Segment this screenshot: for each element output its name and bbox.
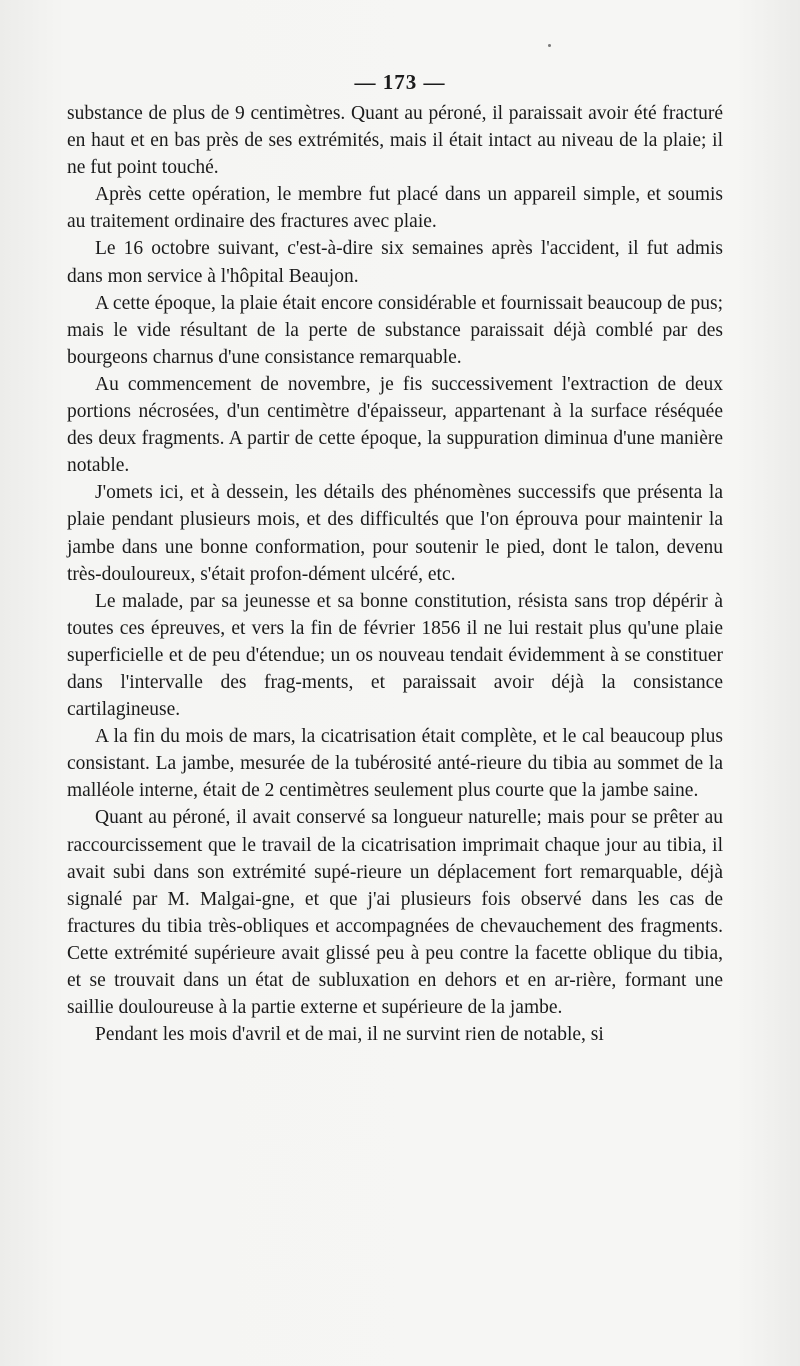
- ink-speck: [548, 44, 551, 47]
- paragraph-6: J'omets ici, et à dessein, les détails des phénomènes successifs que présenta la plaie pendant plusieurs mois, et des difficultés que l'on éprouva pour maintenir la jambe dans une bonne conformation, pour soutenir le pied, dont le talon, devenu très-douloureux, s'était profon-dément ulcéré, etc.: [67, 482, 723, 585]
- paragraph-5: Au commencement de novembre, je fis successivement l'extraction de deux portions nécrosées, d'un centimètre d'épaisseur, appartenant à la surface réséquée des deux fragments. A partir de cette époque, la suppuration diminua d'une manière notable.: [67, 373, 723, 477]
- paragraph-7: Le malade, par sa jeunesse et sa bonne constitution, résista sans trop dépérir à toutes ces épreuves, et vers la fin de février 1856 il ne lui restait plus qu'une plaie superficielle et de peu d'étendue; un os nouveau tendait évidemment à se constituer dans l'intervalle des frag-ments, et paraissait avoir déjà la consistance cartilagineuse.: [67, 590, 723, 721]
- paragraph-2: Après cette opération, le membre fut placé dans un appareil simple, et soumis au traitement ordinaire des fractures avec plaie.: [67, 184, 723, 233]
- paragraph-10: Pendant les mois d'avril et de mai, il ne survint rien de notable, si: [95, 1024, 604, 1046]
- paragraph-1: substance de plus de 9 centimètres. Quant au péroné, il paraissait avoir été fracturé en haut et en bas près de ses extrémités, mais il était intact au niveau de la plaie; il ne fut point touché.: [67, 103, 723, 179]
- paragraph-4: A cette époque, la plaie était encore considérable et fournissait beaucoup de pus; mais le vide résultant de la perte de substance paraissait déjà comblé par des bourgeons charnus d'une consistance remarquable.: [67, 292, 723, 368]
- page-number: — 173 —: [354, 70, 446, 94]
- paragraph-3: Le 16 octobre suivant, c'est-à-dire six semaines après l'accident, il fut admis dans mon service à l'hôpital Beaujon.: [67, 238, 723, 287]
- paragraph-8: A la fin du mois de mars, la cicatrisation était complète, et le cal beaucoup plus consistant. La jambe, mesurée de la tubérosité anté-rieure du tibia au sommet de la malléole interne, était de 2 centimètres seulement plus courte que la jambe saine.: [67, 726, 723, 802]
- body-text: [67, 100, 723, 1048]
- paragraph-9: Quant au péroné, il avait conservé sa longueur naturelle; mais pour se prêter au raccourcissement que le travail de la cicatrisation imprimait chaque jour au tibia, il avait subi dans son extrémité supé-rieure un déplacement fort remarquable, déjà signalé par M. Malgai-gne, et que j'ai plusieurs fois observé dans les cas de fractures du tibia très-obliques et accompagnées de chevauchement des fragments. Cette extrémité supérieure avait glissé peu à peu contre la facette oblique du tibia, et se trouvait dans un état de subluxation en dehors et en ar-rière, formant une saillie douloureuse à la partie externe et supérieure de la jambe.: [67, 807, 723, 1019]
